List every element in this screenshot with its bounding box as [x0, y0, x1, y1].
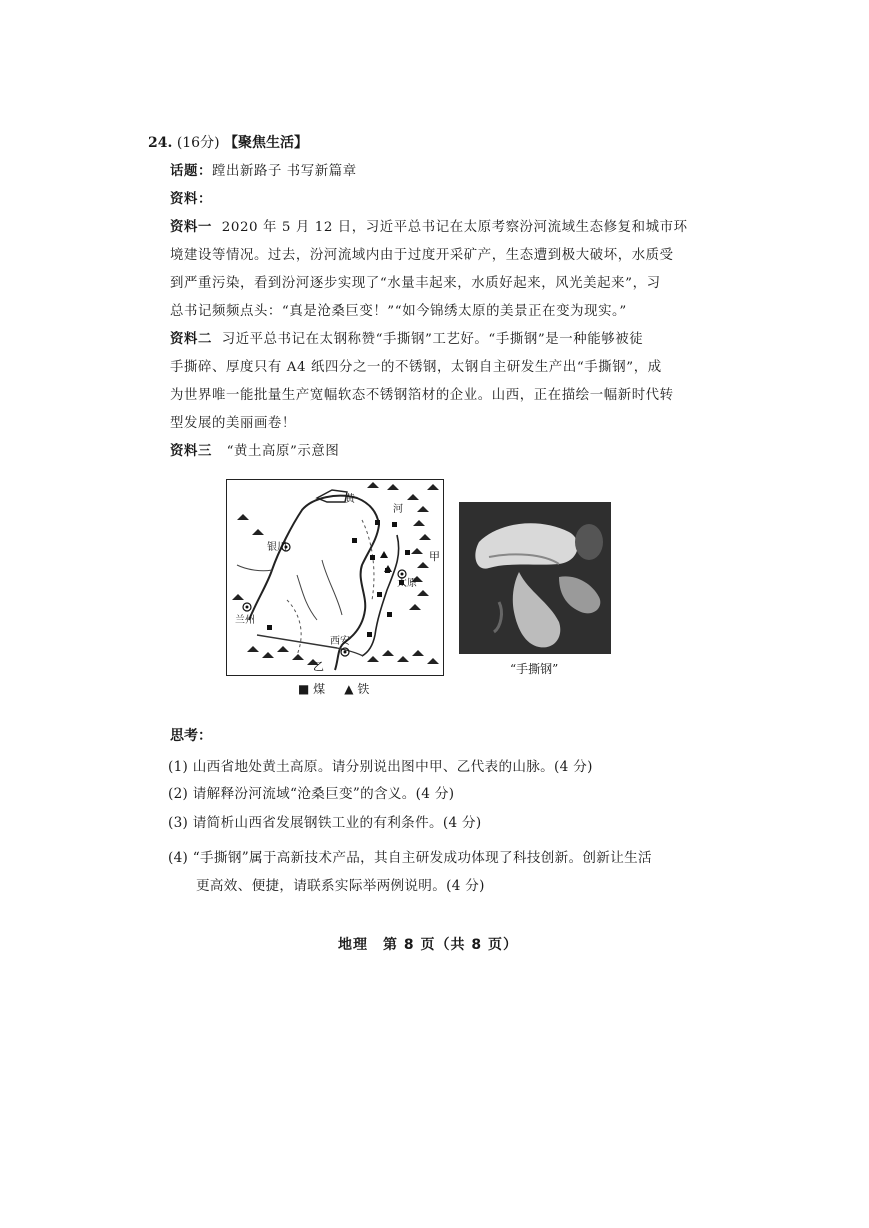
material-3-label: 资料三: [170, 444, 212, 459]
material-1-line-3: 到严重污染，看到汾河逐步实现了“水量丰起来，水质好起来，风光美起来”，习: [170, 276, 661, 291]
question-item-4-number: (4): [168, 850, 189, 866]
map-label-yi: 乙: [313, 660, 324, 673]
question-item-4-text: “手撕钢”属于高新技术产品，其自主研发成功体现了科技创新。创新让生活: [192, 850, 652, 866]
question-item-2-number: (2): [168, 786, 189, 802]
question-item-4-continued: 更高效、便捷，请联系实际举两例说明。(4 分): [196, 878, 485, 894]
material-1-text: 2020 年 5 月 12 日，习近平总书记在太原考察汾河流域生态修复和城市环: [221, 220, 688, 235]
question-item-3-text: 请简析山西省发展钢铁工业的有利条件。(4 分): [192, 815, 482, 831]
map-drawing: [227, 480, 443, 675]
material-1-line-1: [170, 216, 688, 235]
material-2-line-1: [170, 328, 643, 347]
material-2-line-3: 为世界唯一能批量生产宽幅软态不锈钢箔材的企业。山西，正在描绘一幅新时代转: [170, 388, 674, 403]
map-label-river-1: 黄: [345, 494, 355, 505]
map-label-lanzhou: 兰州: [235, 615, 255, 626]
question-item-1-number: (1): [168, 759, 189, 775]
question-item-3-number: (3): [168, 815, 189, 831]
coal-legend-label: 煤: [313, 682, 326, 696]
material-3-line: [170, 440, 339, 459]
hand-torn-steel-photo: [459, 502, 611, 654]
topic-label: 话题：: [170, 164, 212, 179]
material-2-line-2: 手撕碎、厚度只有 A4 纸四分之一的不锈钢，太钢自主研发生产出“手撕钢”，成: [170, 360, 662, 375]
coal-symbol: ■: [298, 682, 310, 696]
question-header: [148, 132, 308, 152]
map-label-river-2: 河: [393, 504, 403, 515]
question-item-1: [168, 755, 593, 775]
map-label-taiyuan: 太原: [397, 578, 417, 589]
question-item-1-text: 山西省地处黄土高原。请分别说出图中甲、乙代表的山脉。(4 分): [192, 759, 593, 775]
map-label-xian: 西安: [330, 636, 350, 647]
question-tag: 【聚焦生活】: [224, 135, 309, 151]
photo-drawing: [459, 502, 611, 654]
material-2-text: 习近平总书记在太钢称赞“手撕钢”工艺好。“手撕钢”是一种能够被徒: [221, 332, 644, 347]
material-2-label: 资料二: [170, 332, 212, 347]
question-item-4: [168, 846, 652, 866]
question-number: 24.: [148, 135, 173, 151]
question-item-2: [168, 782, 454, 802]
material-1-line-4: 总书记频频点头：“真是沧桑巨变！”“如今锦绣太原的美景正在变为现实。”: [170, 304, 627, 319]
topic-text: 蹚出新路子 书写新篇章: [211, 164, 357, 179]
photo-caption: “手撕钢”: [510, 662, 559, 676]
map-legend: [298, 680, 369, 697]
iron-legend-label: 铁: [357, 682, 370, 696]
map-label-yinchuan: 银川: [267, 542, 287, 553]
map-label-jia: 甲: [429, 550, 440, 563]
topic-line: [170, 160, 357, 179]
question-score: (16分): [176, 135, 220, 151]
material-1-line-2: 境建设等情况。过去，汾河流域内由于过度开采矿产，生态遭到极大破坏，水质受: [170, 248, 674, 263]
material-2-line-4: 型发展的美丽画卷！: [170, 416, 296, 431]
loess-plateau-map: [226, 479, 444, 676]
question-item-3: [168, 811, 482, 831]
coal-deposits: [267, 520, 410, 637]
iron-deposits: [380, 551, 392, 572]
iron-symbol: ▲: [344, 682, 354, 696]
question-item-2-text: 请解释汾河流域“沧桑巨变”的含义。(4 分): [192, 786, 455, 802]
page-footer: 地理 第 8 页（共 8 页）: [338, 937, 518, 953]
mountain-range-jia: [367, 482, 439, 610]
material-1-label: 资料一: [170, 220, 212, 235]
material-label: 资料：: [170, 192, 212, 207]
material-3-text: “黄土高原”示意图: [226, 444, 340, 459]
thinking-title: 思考：: [170, 728, 212, 744]
